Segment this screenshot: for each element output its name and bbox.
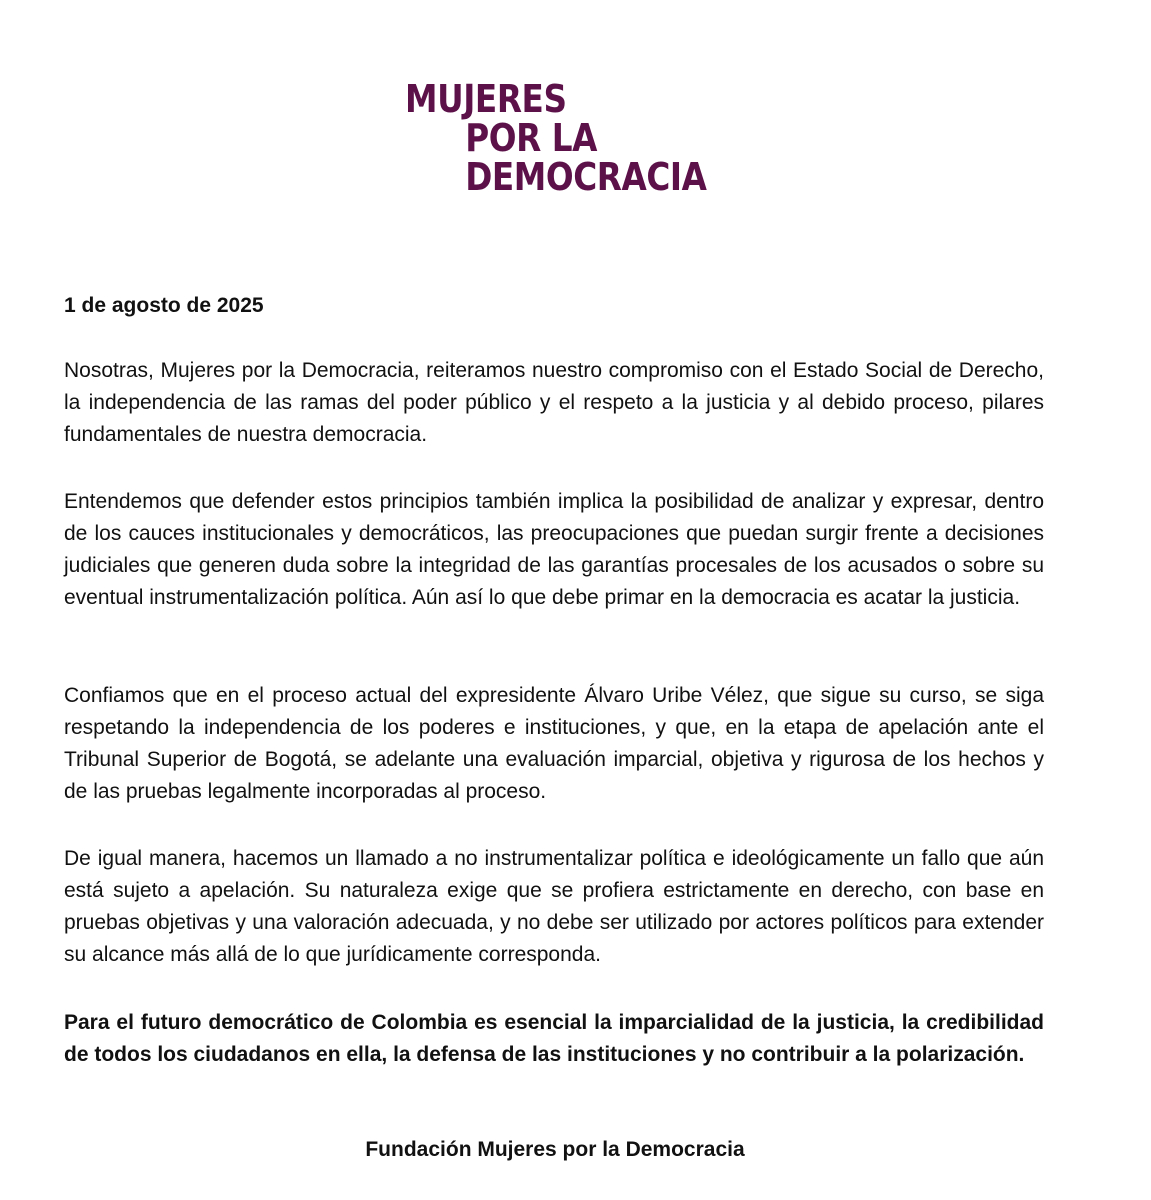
paragraph-conclusion: Para el futuro democrático de Colombia es esencial la imparcialidad de la justicia, la credibilidad de todos los ciudadanos en ella, la defensa de las instituciones y no contribuir a la polarización. bbox=[64, 1011, 1044, 1066]
organization-logo bbox=[405, 77, 707, 199]
logo-line-1: MUJERES bbox=[405, 77, 567, 121]
signature: Fundación Mujeres por la Democracia bbox=[365, 1138, 745, 1161]
paragraph-process: Confiamos que en el proceso actual del expresidente Álvaro Uribe Vélez, que sigue su curso, se siga respetando la independencia de los poderes e instituciones, y que, en la etapa de apelación ante el Tribunal Superior de Bogotá, se adelante una evaluación imparcial, objetiva y rigurosa de los hechos y de las pruebas legalmente incorporadas al proceso. bbox=[64, 684, 1044, 803]
logo-line-3: DEMOCRACIA bbox=[465, 155, 707, 199]
logo-line-2: POR LA bbox=[465, 116, 598, 160]
paragraph-call: De igual manera, hacemos un llamado a no instrumentalizar política e ideológicamente un fallo que aún está sujeto a apelación. Su naturaleza exige que se profiera estrictamente en derecho, con base en pruebas objetivas y una valoración adecuada, y no debe ser utilizado por actores políticos para extender su alcance más allá de lo que jurídicamente corresponda. bbox=[64, 847, 1044, 966]
paragraph-commitment: Nosotras, Mujeres por la Democracia, reiteramos nuestro compromiso con el Estado Social de Derecho, la independencia de las ramas del poder público y el respeto a la justicia y al debido proceso, pilares fundamentales de nuestra democracia. bbox=[64, 359, 1044, 446]
letter-date: 1 de agosto de 2025 bbox=[64, 294, 264, 317]
paragraph-principles: Entendemos que defender estos principios también implica la posibilidad de analizar y expresar, dentro de los cauces institucionales y democráticos, las preocupaciones que puedan surgir frente a decisiones judiciales que generen duda sobre la integridad de las garantías procesales de los acusados o sobre su eventual instrumentalización política. Aún así lo que debe primar en la democracia es acatar la justicia. bbox=[64, 490, 1044, 609]
